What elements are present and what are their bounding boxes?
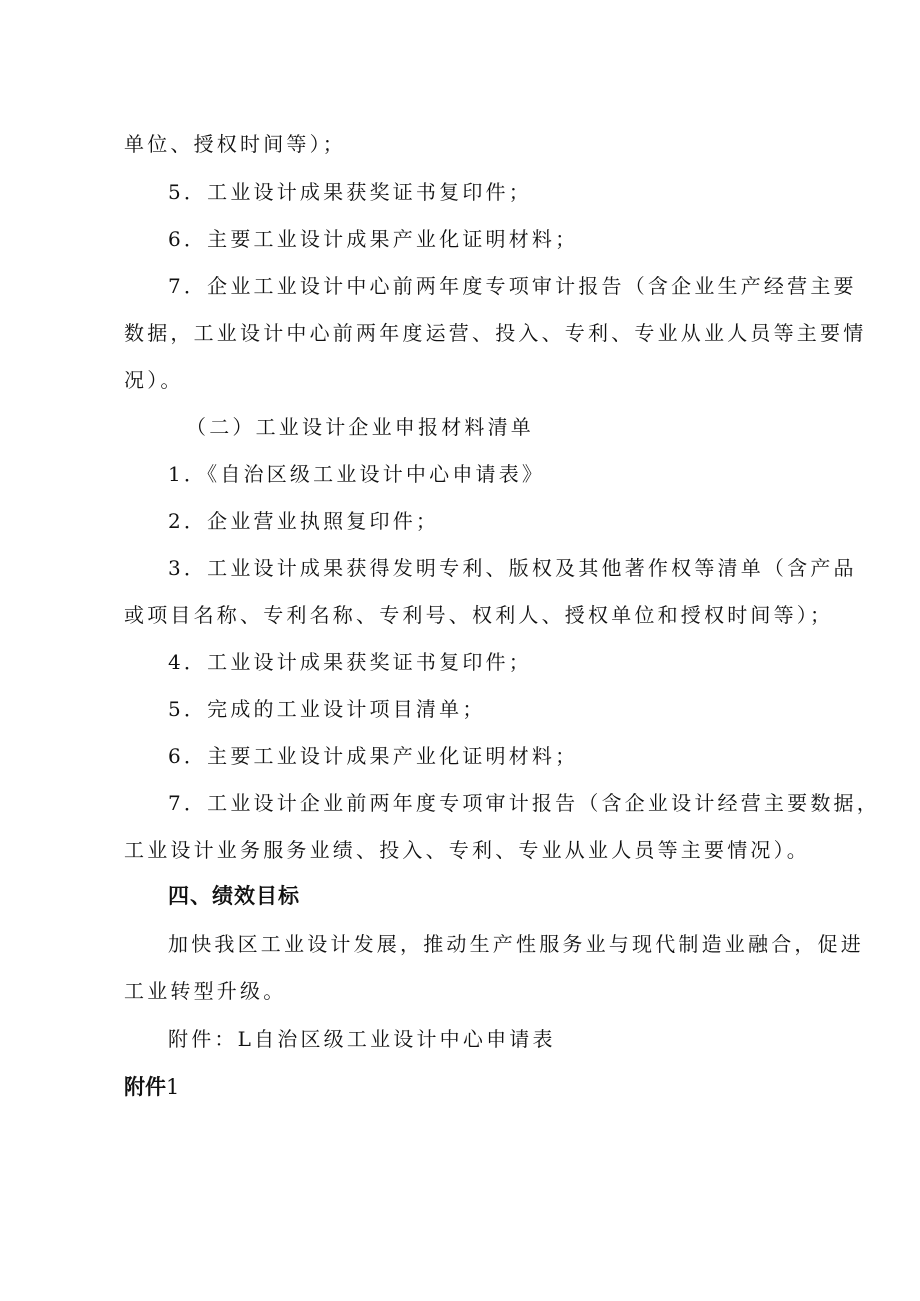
- list-item-2: 2．企业营业执照复印件；: [168, 509, 440, 533]
- annex-title: [124, 1073, 179, 1101]
- list-item-4: 4．工业设计成果获奖证书复印件；: [168, 650, 532, 674]
- annex-label: 附件: [124, 1075, 166, 1099]
- annex-number: 1: [166, 1075, 180, 1099]
- section-heading: 四、绩效目标: [168, 884, 300, 908]
- list-item-6: 6．主要工业设计成果产业化证明材料；: [168, 744, 579, 768]
- paragraph-line: 数据，工业设计中心前两年度运营、投入、专利、专业从业人员等主要情: [124, 321, 867, 345]
- paragraph-line: 工业设计业务服务业绩、投入、专利、专业从业人员等主要情况）。: [124, 838, 810, 862]
- attachment-note: 附件：L自治区级工业设计中心申请表: [168, 1027, 556, 1051]
- subsection-heading: （二）工业设计企业申报材料清单: [186, 415, 534, 439]
- goal-line: 加快我区工业设计发展，推动生产性服务业与现代制造业融合，促进: [168, 932, 864, 956]
- paragraph-line: 或项目名称、专利名称、专利号、权利人、授权单位和授权时间等）；: [124, 603, 834, 627]
- list-item-7: 7．工业设计企业前两年度专项审计报告（含企业设计经营主要数据，: [168, 791, 880, 815]
- list-item-5: 5．工业设计成果获奖证书复印件；: [168, 180, 532, 204]
- goal-line: 工业转型升级。: [124, 979, 287, 1003]
- paragraph-line: 况）。: [124, 368, 184, 392]
- list-item-3: 3．工业设计成果获得发明专利、版权及其他著作权等清单（含产品: [168, 556, 857, 580]
- paragraph-line: 单位、授权时间等）；: [124, 132, 346, 156]
- list-item-5: 5．完成的工业设计项目清单；: [168, 697, 486, 721]
- list-item-6: 6．主要工业设计成果产业化证明材料；: [168, 227, 579, 251]
- list-item-1: 1．《自治区级工业设计中心申请表》: [168, 462, 546, 486]
- list-item-7: 7．企业工业设计中心前两年度专项审计报告（含企业生产经营主要: [168, 274, 857, 298]
